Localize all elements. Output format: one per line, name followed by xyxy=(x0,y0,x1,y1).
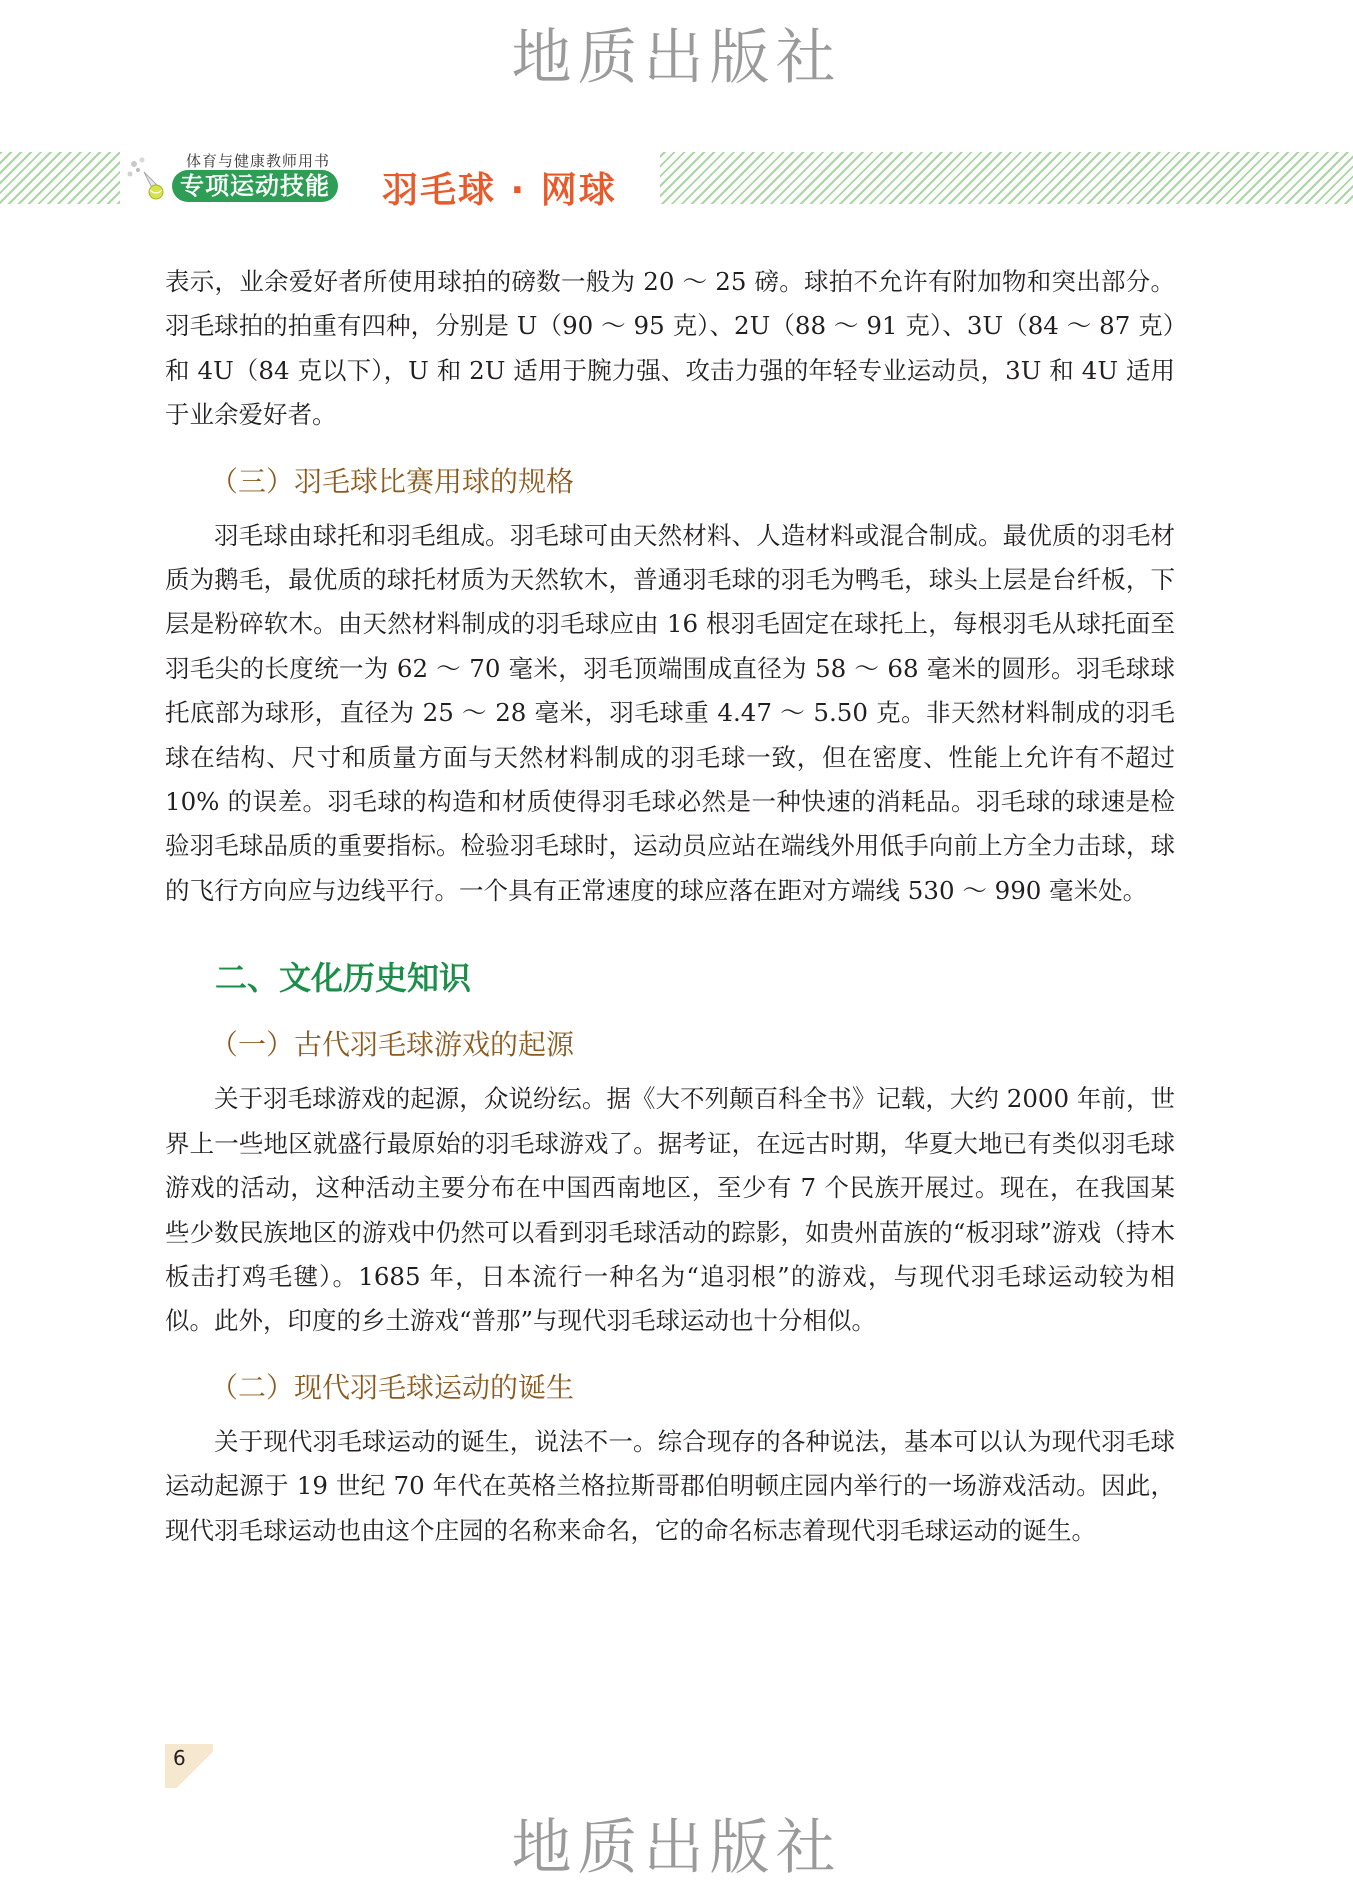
paragraph-modern-birth: 关于现代羽毛球运动的诞生，说法不一。综合现存的各种说法，基本可以认为现代羽毛球运动起源于 19 世纪 70 年代在英格兰格拉斯哥郡伯明顿庄园内举行的一场游戏活动。因此，现代羽毛球运动也由这个庄园的名称来命名，它的命名标志着现代羽毛球运动的诞生。 xyxy=(165,1426,1175,1545)
section-heading-modern-birth: （二）现代羽毛球运动的诞生 xyxy=(210,1370,575,1404)
watermark-top: 地质出版社 xyxy=(511,23,842,93)
book-subtitle-badge: 专项运动技能 xyxy=(172,170,338,202)
paragraph-ancient-origin: 关于羽毛球游戏的起源，众说纷纭。据《大不列颠百科全书》记载，大约 2000 年前，世界上一些地区就盛行最原始的羽毛球游戏了。据考证，在远古时期，华夏大地已有类似羽毛球游戏的活动，这种活动主要分布在中国西南地区，至少有 7 个民族开展过。现在，在我国某些少数民族地区的游戏中仍然可以看到羽毛球活动的踪影，如贵州苗族的“板羽球”游戏（持木板击打鸡毛毽）。1685 年，日本流行一种名为“追羽根”的游戏，与现代羽毛球运动较为相似。此外，印度的乡土游戏“普那”与现代羽毛球运动也十分相似。 xyxy=(165,1084,1175,1336)
paragraph-shuttlecock-spec: 羽毛球由球托和羽毛组成。羽毛球可由天然材料、人造材料或混合制成。最优质的羽毛材质为鹅毛，最优质的球托材质为天然软木，普通羽毛球的羽毛为鸭毛，球头上层是台纤板，下层是粉碎软木。由天然材料制成的羽毛球应由 16 根羽毛固定在球托上，每根羽毛从球托面至羽毛尖的长度统一为 62 ～ 70 毫米，羽毛顶端围成直径为 58 ～ 68 毫米的圆形。羽毛球球托底部为球形，直径为 25 ～ 28 毫米，羽毛球重 4.47 ～ 5.50 克。非天然材料制成的羽毛球在结构、尺寸和质量方面与天然材料制成的羽毛球一致，但在密度、性能上允许有不超过 10% 的误差。羽毛球的构造和材质使得羽毛球必然是一种快速的消耗品。羽毛球的球速是检验羽毛球品质的重要指标。检验羽毛球时，运动员应站在端线外用低手向前上方全力击球，球的飞行方向应与边线平行。一个具有正常速度的球应落在距对方端线 530 ～ 990 毫米处。 xyxy=(165,520,1175,905)
page-number-badge xyxy=(165,1740,215,1790)
paragraph-racket-weight: 表示，业余爱好者所使用球拍的磅数一般为 20 ～ 25 磅。球拍不允许有附加物和突出部分。羽毛球拍的拍重有四种，分别是 U（90 ～ 95 克）、2U（88 ～ 91 克）、3U（84 ～ 87 克）和 4U（84 克以下），U 和 2U 适用于腕力强、攻击力强的年轻专业运动员，3U 和 4U 适用于业余爱好者。 xyxy=(165,267,1175,430)
page-body xyxy=(165,260,1175,1553)
page-number: 6 xyxy=(173,1746,186,1770)
badminton-shuttlecock-icon xyxy=(124,152,172,202)
book-series-title: 体育与健康教师用书 xyxy=(186,152,331,170)
watermark-bottom: 地质出版社 xyxy=(511,1813,842,1883)
chapter-heading-culture-history: 二、文化历史知识 xyxy=(215,959,472,998)
book-main-title: 羽毛球 · 网球 xyxy=(382,170,617,211)
section-heading-ancient-origin: （一）古代羽毛球游戏的起源 xyxy=(210,1028,575,1062)
section-heading-shuttlecock-spec: （三）羽毛球比赛用球的规格 xyxy=(210,464,575,498)
